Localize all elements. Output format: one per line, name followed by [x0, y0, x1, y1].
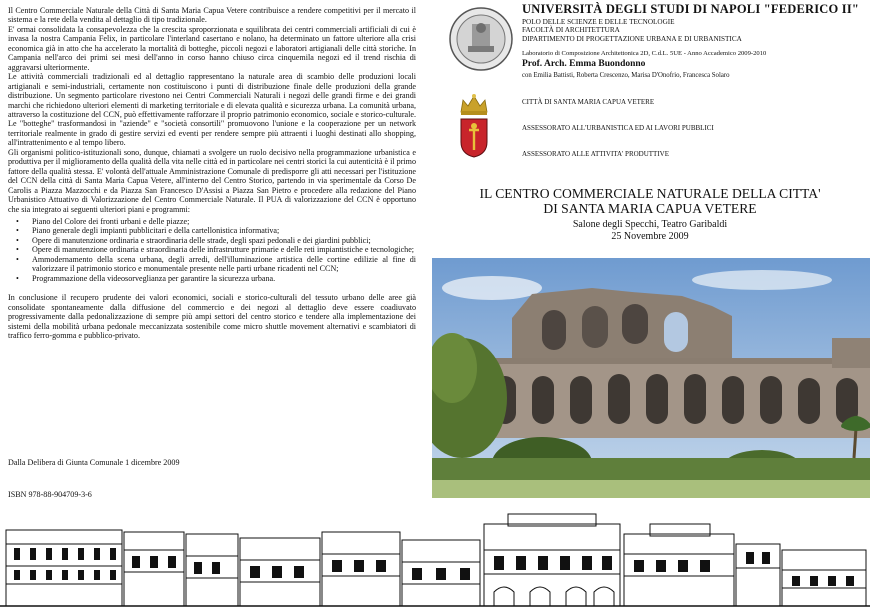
list-item: • Opere di manutenzione ordinaria e straordinaria delle strade, degli spazi pedonali e dei giardini pubblici;	[20, 236, 416, 245]
list-item: • Ammodernamento della scena urbana, degli arredi, dell'illuminazione artistica delle cortine edilizie al fine di valorizzare il patrimonio storico e monumentale presente nelle parti urbane ricadenti nel CCN;	[20, 255, 416, 274]
event-venue: Salone degli Specchi, Teatro Garibaldi	[572, 219, 728, 230]
institution-urbanistica: ASSESSORATO ALL'URBANISTICA ED AI LAVORI PUBBLICI	[522, 124, 714, 132]
institution-attivita: ASSESSORATO ALLE ATTIVITA' PRODUTTIVE	[522, 150, 669, 158]
paragraph-1: Il Centro Commerciale Naturale della Città di Santa Maria Capua Vetere contribuisce a rendere competitivi per il mercato il sistema e la rete della vendita al dettaglio di tipo tradizionale.	[8, 6, 416, 25]
professor-name: Prof. Arch. Emma Buondonno	[522, 59, 646, 69]
crown-icon	[458, 92, 490, 116]
university-departments	[522, 18, 742, 43]
plans-list	[8, 217, 416, 283]
institution-city: CITTÀ DI SANTA MARIA CAPUA VETERE	[522, 98, 655, 106]
article-text	[8, 6, 416, 340]
city-shield-icon	[460, 118, 488, 158]
lab-info: Laboratorio di Composizione Architettonica 2D, C.d.L. 5UE - Anno Accademico 2009-2010	[522, 50, 767, 57]
event-details	[432, 219, 868, 242]
list-item: • Piano del Colore dei fronti urbani e delle piazze;	[20, 217, 416, 226]
department-name: DIPARTIMENTO DI PROGETTAZIONE URBANA E DI URBANISTICA	[522, 34, 742, 43]
event-title-line2: DI SANTA MARIA CAPUA VETERE	[543, 201, 757, 216]
faculty-name: FACOLTÀ DI ARCHITETTURA	[522, 26, 620, 35]
event-date: 25 Novembre 2009	[611, 230, 689, 242]
list-item: • Piano generale degli impianti pubblicitari e della cartellonistica informativa;	[20, 226, 416, 235]
event-title	[432, 186, 868, 216]
conclusion-paragraph: In conclusione il recupero prudente dei valori economici, sociali e storico-culturali del tessuto urbano delle aree già consolidate spontaneamente dalla diffusione del commercio e dei negozi al dettaglio deve essere coadiuvato progressivamente dalla pedonalizzazione di sempre più ampi settori del centro storico e tendere alla implementazione dei sistemi della mobilità urbana pedonale meccanizzata sostenibile come micro shuttle movement alternativi e scambiatori di traffico ferro-gomma e pubblico-privato.	[8, 293, 416, 340]
list-item: • Opere di manutenzione ordinaria e straordinaria delle infrastrutture primarie e delle reti impiantistiche e tecnologiche;	[20, 245, 416, 254]
university-name: UNIVERSITÀ DEGLI STUDI DI NAPOLI "FEDERICO II"	[522, 2, 860, 16]
university-seal-icon	[448, 6, 514, 72]
delibera-note: Dalla Delibera di Giunta Comunale 1 dicembre 2009	[8, 458, 180, 467]
isbn: ISBN 978-88-904709-3-6	[8, 490, 92, 499]
paragraph-3: Le attività commerciali tradizionali ed al dettaglio rappresentano la naturale area di scambio delle produzioni locali artigianali e semi-industriali, certamente non costituiscono i punti di distribuzione finale delle produzioni della grande distribuzione. Un segmento particolare rivestono nei Centri Commerciali Naturali i negozi delle grandi firme e dei grandi marchi che richiedono ulteriori elementi di marketing territoriale e di elevata qualità e sicurezza urbana. La comunità urbana, attraverso la costituzione del CCN, può effettivamente rafforzare il proprio patrimonio economico, sociale e storico-culturale. Le "botteghe" trasformandosi in "aziende" e "società consortili" promuovono l'unione e la cooperazione per un network territoriale realmente in grado di gestire servizi ed eventi per rendere sempre più attraenti i luoghi destinati allo shopping, all'intrattenimento e al tempo libero.	[8, 72, 416, 148]
event-title-line1: IL CENTRO COMMERCIALE NATURALE DELLA CITTA'	[479, 186, 821, 201]
paragraph-4: Gli organismi politico-istituzionali sono, dunque, chiamati a svolgere un ruolo decisivo nella programmazione urbanistica e produttiva per il miglioramento della qualità della vita nelle città ed in particolare nei centri storici la cui autenticità è il primo fattore della qualità stessa. E' volontà dell'attuale Amministrazione Comunale di predisporre gli atti necessari per l'istituzione del CCN della città di Santa Maria Capua Vetere, all'interno del Centro Storico, partendo in via sperimentale da Corso De Carolis a Piazza Mazzocchi e da Piazza San Francesco D'Assisi a Piazza San Pietro e procedere alla redazione del Piano Urbanistico Attuativo di Valorizzazione del Centro Commerciale Naturale. Il PUA di valorizzazione del CCN è opportuno che sia integrato ai seguenti ulteriori piani e programmi:	[8, 147, 416, 214]
collaborators: con Emilia Battisti, Roberta Crescenzo, Marisa D'Onofrio, Francesca Solaro	[522, 72, 730, 79]
paragraph-2: E' ormai consolidata la consapevolezza che la crescita sproporzionata e squilibrata dei centri commerciali artificiali di cui è invasa la nostra Campania Felix, in particolare l'interland casertano e nolano, ha determinato un fattore ulteriore alla crisi economica già in atto che ha accelerato la mortalità di botteghe, piccoli negozi e laboratori artigianali delle città storiche. In Campania nell'arco dei primi sei mesi dell'anno in corso hanno chiuso circa cinquemila negozi ed il trend rischia di aggravarsi ulteriormente.	[8, 24, 416, 72]
street-elevation-drawing	[0, 510, 870, 608]
list-item: • Programmazione della videosorveglianza per garantire la sicurezza urbana.	[20, 274, 416, 283]
amphitheatre-photo	[432, 258, 870, 498]
pole-name: POLO DELLE SCIENZE E DELLE TECNOLOGIE	[522, 18, 675, 26]
